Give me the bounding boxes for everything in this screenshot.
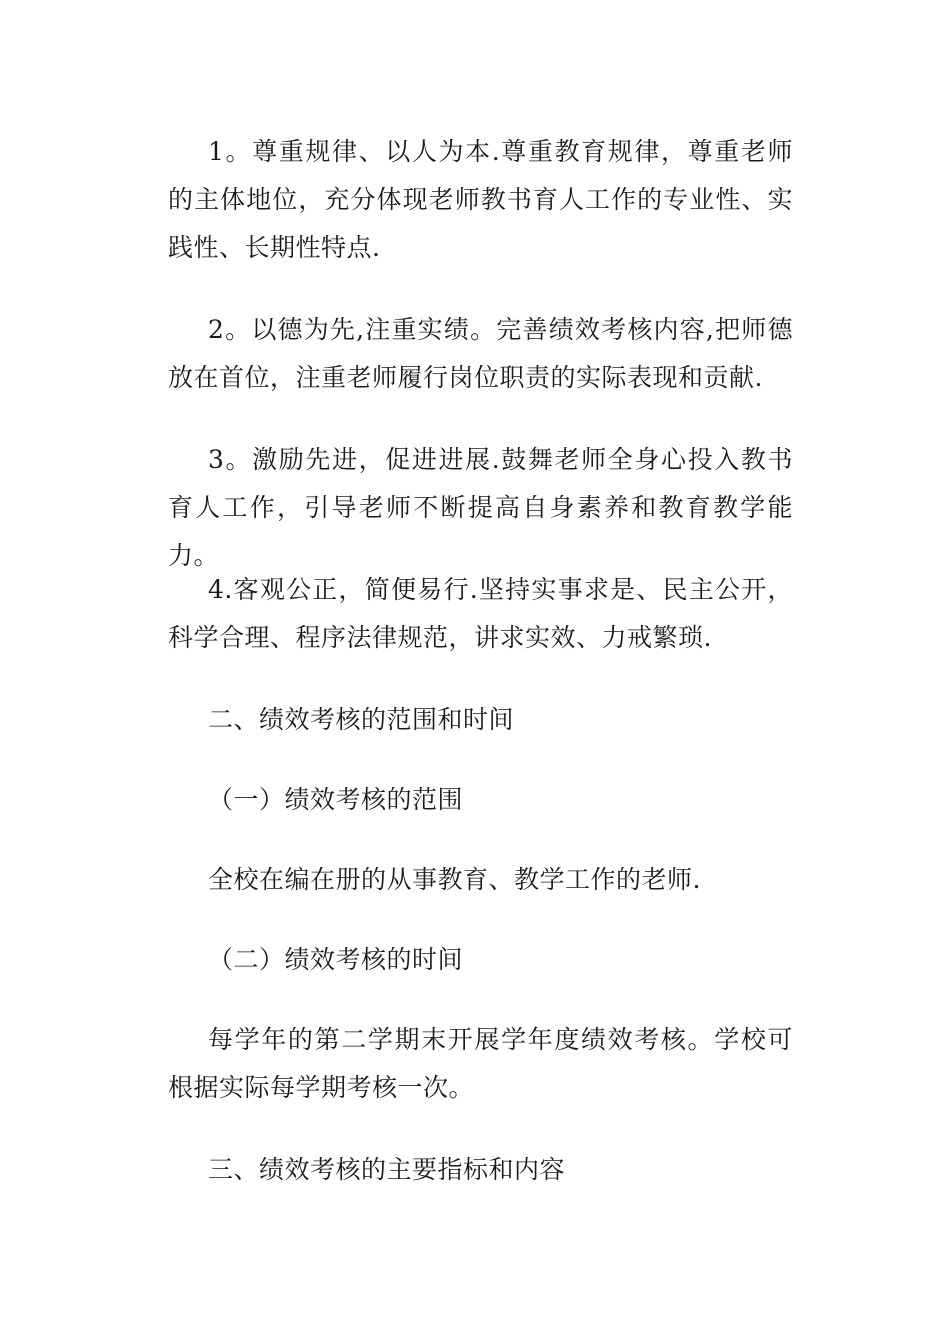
time-paragraph: 每学年的第二学期末开展学年度绩效考核。学校可根据实际每学期考核一次。 <box>168 1025 793 1102</box>
principle-2-paragraph: 2。以德为先,注重实绩。完善绩效考核内容,把师德放在首位，注重老师履行岗位职责的实际表现和贡献. <box>168 315 793 392</box>
subsection-scope-heading: （一）绩效考核的范围 <box>208 785 464 814</box>
subsection-time-heading: （二）绩效考核的时间 <box>208 945 464 974</box>
section-2-heading: 二、绩效考核的范围和时间 <box>208 705 515 734</box>
principle-4-paragraph: 4.客观公正，简便易行.坚持实事求是、民主公开，科学合理、程序法律规范，讲求实效、力戒繁琐. <box>168 575 793 652</box>
principle-3-paragraph: 3。激励先进，促进进展.鼓舞老师全身心投入教书育人工作，引导老师不断提高自身素养和教育教学能力。 <box>168 445 793 570</box>
principle-1-paragraph: 1。尊重规律、以人为本.尊重教育规律，尊重老师的主体地位，充分体现老师教书育人工作的专业性、实践性、长期性特点. <box>168 137 793 262</box>
scope-paragraph: 全校在编在册的从事教育、教学工作的老师. <box>208 865 701 894</box>
section-3-heading: 三、绩效考核的主要指标和内容 <box>208 1155 566 1184</box>
